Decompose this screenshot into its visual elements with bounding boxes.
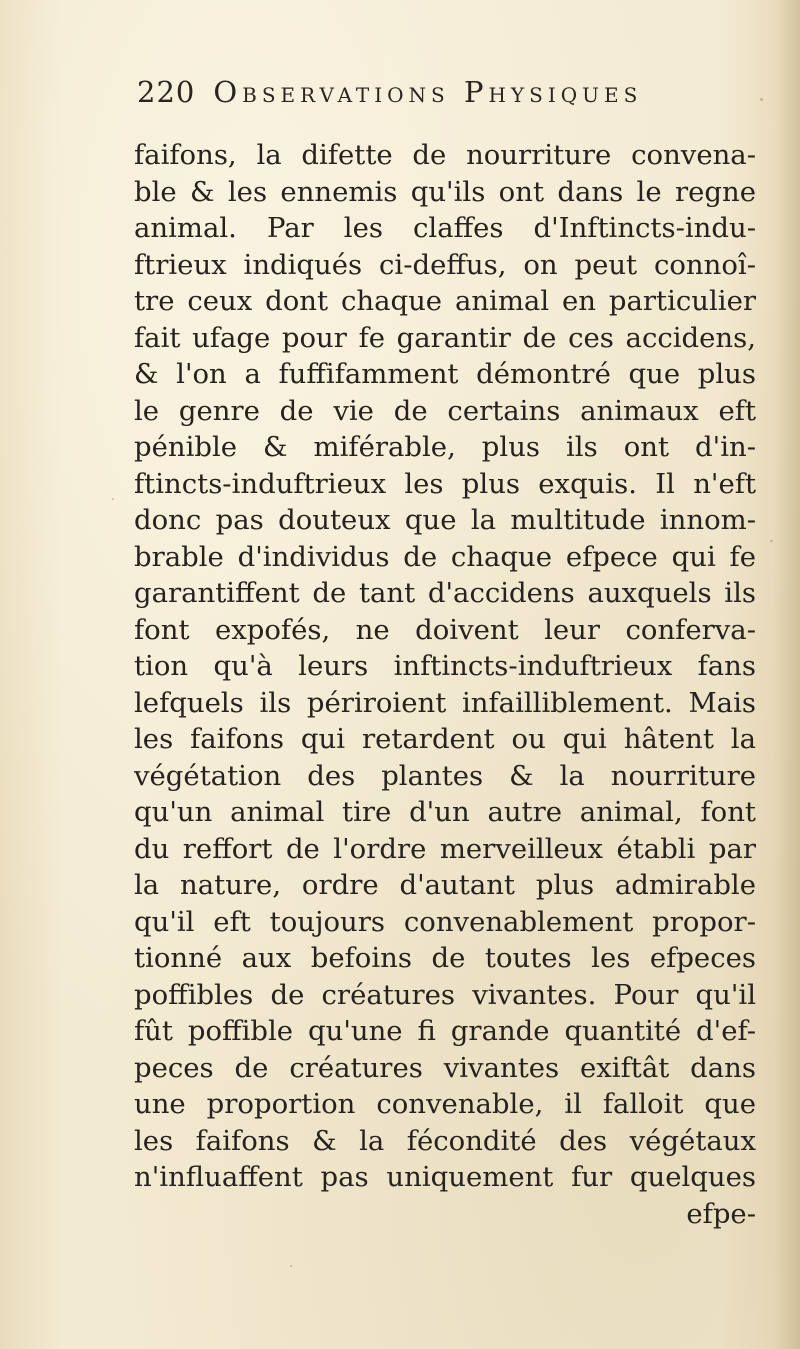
text-line: peces de créatures vivantes exiftât dans (134, 1051, 756, 1084)
text-line: fût poffible qu'une fi grande quantité d'ef- (134, 1015, 756, 1047)
text-line: du reffort de l'ordre merveilleux établi par (134, 832, 756, 865)
paper-speck (290, 1265, 292, 1267)
text-line: donc pas douteux que la multitude innom- (134, 504, 756, 536)
page-edge-shadow (774, 0, 800, 1349)
text-line: tionné aux befoins de toutes les efpeces (134, 942, 756, 974)
paper-speck (770, 540, 773, 542)
page-number: 220 (137, 75, 196, 109)
paper-speck (112, 498, 114, 500)
text-line: une proportion convenable, il falloit que (134, 1088, 756, 1120)
text-line: n'influaffent pas uniquement fur quelques (134, 1161, 756, 1193)
catchword: efpe- (686, 1197, 756, 1230)
text-line: animal. Par les claffes d'Inftincts-indu- (134, 212, 756, 244)
text-line: font expofés, ne doivent leur conferva- (134, 613, 756, 646)
paper-speck (760, 98, 763, 101)
text-line: faifons, la difette de nourriture convena- (134, 139, 756, 171)
text-line: poffibles de créatures vivantes. Pour qu'il (134, 978, 756, 1011)
text-line: le genre de vie de certains animaux eft (134, 394, 756, 427)
text-line: garantiffent de tant d'accidens auxquels ils (134, 577, 756, 609)
text-line: les faifons & la fécondité des végétaux (134, 1124, 756, 1157)
text-line: qu'il eft toujours convenablement propor- (134, 905, 756, 938)
text-line: & l'on a fuffifamment démontré que plus (134, 358, 756, 390)
running-header (137, 72, 737, 112)
text-line: ftrieux indiqués ci-deffus, on peut connoî- (134, 248, 756, 281)
text-line: les faifons qui retardent ou qui hâtent la (134, 723, 756, 755)
text-line: ftincts-induftrieux les plus exquis. Il n'eft (134, 467, 756, 500)
body-text (134, 137, 756, 1232)
text-line: tion qu'à leurs inftincts-induftrieux fans (134, 650, 756, 682)
text-line: lefquels ils périroient infailliblement. Mais (134, 686, 756, 719)
text-line: végétation des plantes & la nourriture (134, 759, 756, 792)
text-line: brable d'individus de chaque efpece qui fe (134, 540, 756, 573)
text-line: pénible & miférable, plus ils ont d'in- (134, 431, 756, 463)
text-line: qu'un animal tire d'un autre animal, font (134, 796, 756, 828)
text-line: fait ufage pour fe garantir de ces accidens, (134, 321, 756, 354)
running-title: Observations Physiques (213, 75, 643, 109)
text-line: ble & les ennemis qu'ils ont dans le regne (134, 175, 756, 208)
text-line: la nature, ordre d'autant plus admirable (134, 869, 756, 901)
text-line: tre ceux dont chaque animal en particulier (134, 285, 756, 317)
